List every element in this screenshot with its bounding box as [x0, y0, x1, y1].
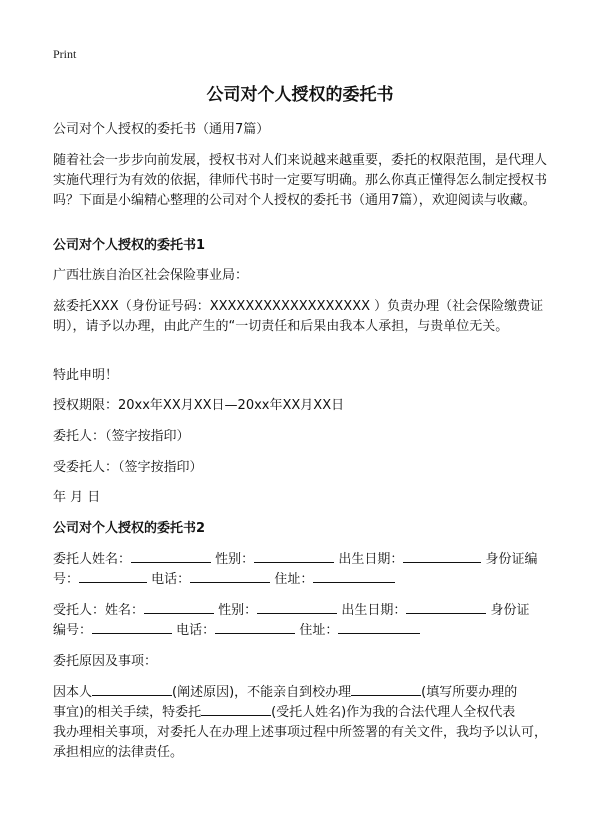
id-label-cont: 号：	[53, 572, 80, 587]
agent-id-label: 身份证	[490, 603, 530, 618]
agent-gender-blank[interactable]	[257, 601, 337, 614]
section1-declaration: 特此申明！	[53, 368, 119, 383]
principal-info-block	[53, 550, 553, 590]
reason-rest: 我办理相关事项，对委托人在办理上述事项过程中所签署的有关文件，我均予以认可，承担相应的法律责任。	[53, 725, 548, 760]
principal-name-blank[interactable]	[131, 550, 211, 563]
section2-heading: 公司对个人授权的委托书2	[53, 521, 206, 536]
agent-info-block	[53, 601, 553, 641]
birth-label: 出生日期：	[338, 552, 404, 567]
agent-name-blank[interactable]	[144, 601, 214, 614]
id-blank[interactable]	[79, 570, 147, 583]
agent-id-label-cont: 编号：	[53, 623, 93, 638]
reason-blank[interactable]	[92, 683, 172, 696]
agent-birth-label: 出生日期：	[341, 603, 407, 618]
section1-principal: 委托人：（签字按指印）	[53, 429, 190, 444]
reason-p1c: (填写所要办理的	[421, 685, 518, 700]
phone-blank[interactable]	[190, 570, 270, 583]
matter-blank[interactable]	[351, 683, 421, 696]
subtitle: 公司对个人授权的委托书（通用7篇）	[53, 122, 270, 137]
page-title: 公司对个人授权的委托书	[206, 85, 394, 105]
print-link[interactable]: Print	[53, 47, 77, 61]
phone-label: 电话：	[151, 572, 191, 587]
id-label: 身份证编	[485, 552, 538, 567]
agent-id-blank[interactable]	[92, 621, 172, 634]
agent-name-label: 受托人：姓名：	[53, 603, 145, 618]
section1-heading: 公司对个人授权的委托书1	[53, 238, 206, 253]
trustee-blank[interactable]	[201, 703, 271, 716]
reason-heading: 委托原因及事项：	[53, 654, 158, 669]
agent-phone-blank[interactable]	[215, 621, 295, 634]
reason-p1a: 因本人	[53, 685, 93, 700]
section1-addressee: 广西壮族自治区社会保险事业局：	[53, 268, 249, 283]
reason-p2a: 事宜)的相关手续，特委托	[53, 705, 202, 720]
section1-agent: 受委托人：（签字按指印）	[53, 460, 203, 475]
section1-date: 年 月 日	[53, 490, 101, 505]
address-blank[interactable]	[313, 570, 395, 583]
principal-name-label: 委托人姓名：	[53, 552, 132, 567]
intro-paragraph: 随着社会一步步向前发展，授权书对人们来说越来越重要，委托的权限范围，是代理人实施代理行为有效的依据，律师代书时一定要写明确。那么你真正懂得怎么制定授权书吗？下面是小编精心整理的公司对个人授权的委托书（通用7篇），欢迎阅读与收藏。	[53, 153, 548, 208]
reason-p1b: (阐述原因)，不能亲自到校办理	[172, 685, 352, 700]
agent-address-blank[interactable]	[338, 621, 420, 634]
reason-paragraph	[53, 683, 553, 763]
gender-blank[interactable]	[254, 550, 334, 563]
agent-gender-label: 性别：	[218, 603, 258, 618]
agent-phone-label: 电话：	[176, 623, 216, 638]
agent-address-label: 住址：	[299, 623, 339, 638]
section1-period: 授权期限：20xx年XX月XX日—20xx年XX月XX日	[53, 398, 345, 413]
address-label: 住址：	[274, 572, 314, 587]
birth-blank[interactable]	[403, 550, 481, 563]
reason-p2b: (受托人姓名)作为我的合法代理人全权代表	[271, 705, 516, 720]
gender-label: 性别：	[215, 552, 255, 567]
agent-birth-blank[interactable]	[406, 601, 486, 614]
section1-body: 兹委托XXX（身份证号码：XXXXXXXXXXXXXXXXXX ）负责办理（社会保险缴费证明），请予以办理，由此产生的“一切责任和后果由我本人承担，与贵单位无关。	[53, 299, 544, 334]
